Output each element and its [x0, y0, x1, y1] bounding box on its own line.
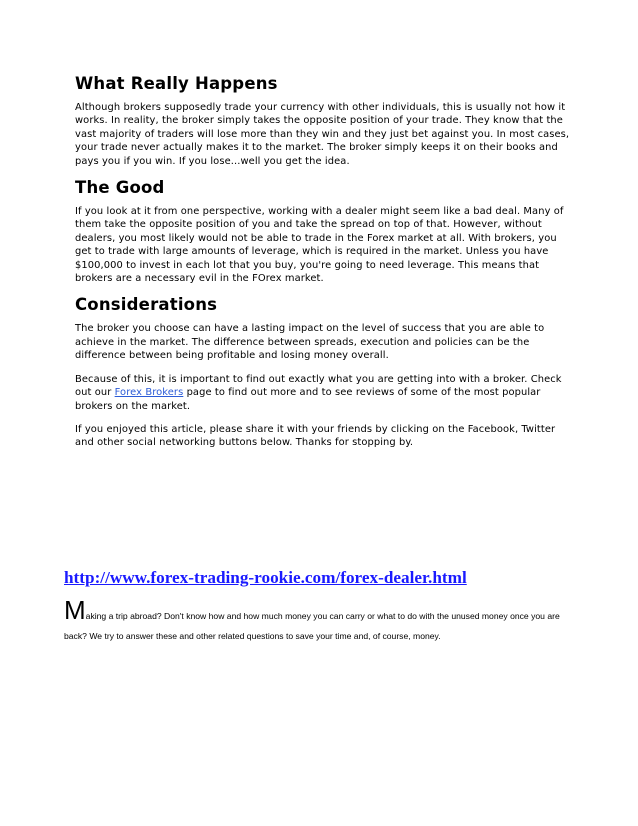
trip-paragraph — [64, 595, 574, 646]
section-considerations — [75, 295, 570, 449]
text-after-link: page to find out more and to see reviews of some of the most popular brokers on the market. — [75, 387, 541, 412]
section-paragraph: If you look at it from one perspective, working with a dealer might seem like a bad deal. Many of them take the opposite position of you and take the spread on top of that. However, without dealers, you most likely would not be able to trade in the Forex market at all. With brokers, you get to trade with large amounts of leverage, which is required in the market. Unless you have $100,000 to invest in each lot that you buy, you're going to need leverage. This means that brokers are a necessary evil in the FOrex market. — [75, 206, 564, 285]
section-paragraph: If you enjoyed this article, please share it with your friends by clicking on the Facebook, Twitter and other social networking buttons below. Thanks for stopping by. — [75, 423, 556, 449]
trip-text: aking a trip abroad? Don't know how and how much money you can carry or what to do with the unused money once you are back? We try to answer these and other related questions to save your time and, of course, money. — [64, 611, 560, 641]
section-paragraph: Although brokers supposedly trade your currency with other individuals, this is usually not how it works. In reality, the broker simply takes the opposite position of your trade. They know that the vast majority of traders will lose more than they win and they just bet against you. In most cases, your trade never actually makes it to the market. The broker simply keeps it on their books and pays you if you win. If you lose...well you get the idea. — [75, 102, 570, 167]
section-paragraph-with-link — [75, 373, 570, 413]
section-heading: The Good — [75, 178, 165, 198]
section-heading: What Really Happens — [75, 74, 278, 93]
text-before-link: Because of this, it is important to find out exactly what you are getting into with a broker. Check out our — [75, 373, 562, 399]
forex-brokers-link[interactable]: Forex Brokers — [114, 387, 184, 399]
section-heading: Considerations — [75, 295, 218, 315]
source-url-link[interactable]: http://www.forex-trading-rookie.com/forex-dealer.html — [64, 568, 467, 587]
section-what-really-happens — [75, 74, 570, 168]
section-the-good — [75, 178, 570, 285]
article — [75, 74, 570, 460]
section-paragraph: The broker you choose can have a lasting impact on the level of success that you are able to achieve in the market. The difference between spreads, execution and policies can be the difference between being profitable and losing money overall. — [75, 323, 545, 362]
dropcap-letter: M — [64, 595, 86, 625]
